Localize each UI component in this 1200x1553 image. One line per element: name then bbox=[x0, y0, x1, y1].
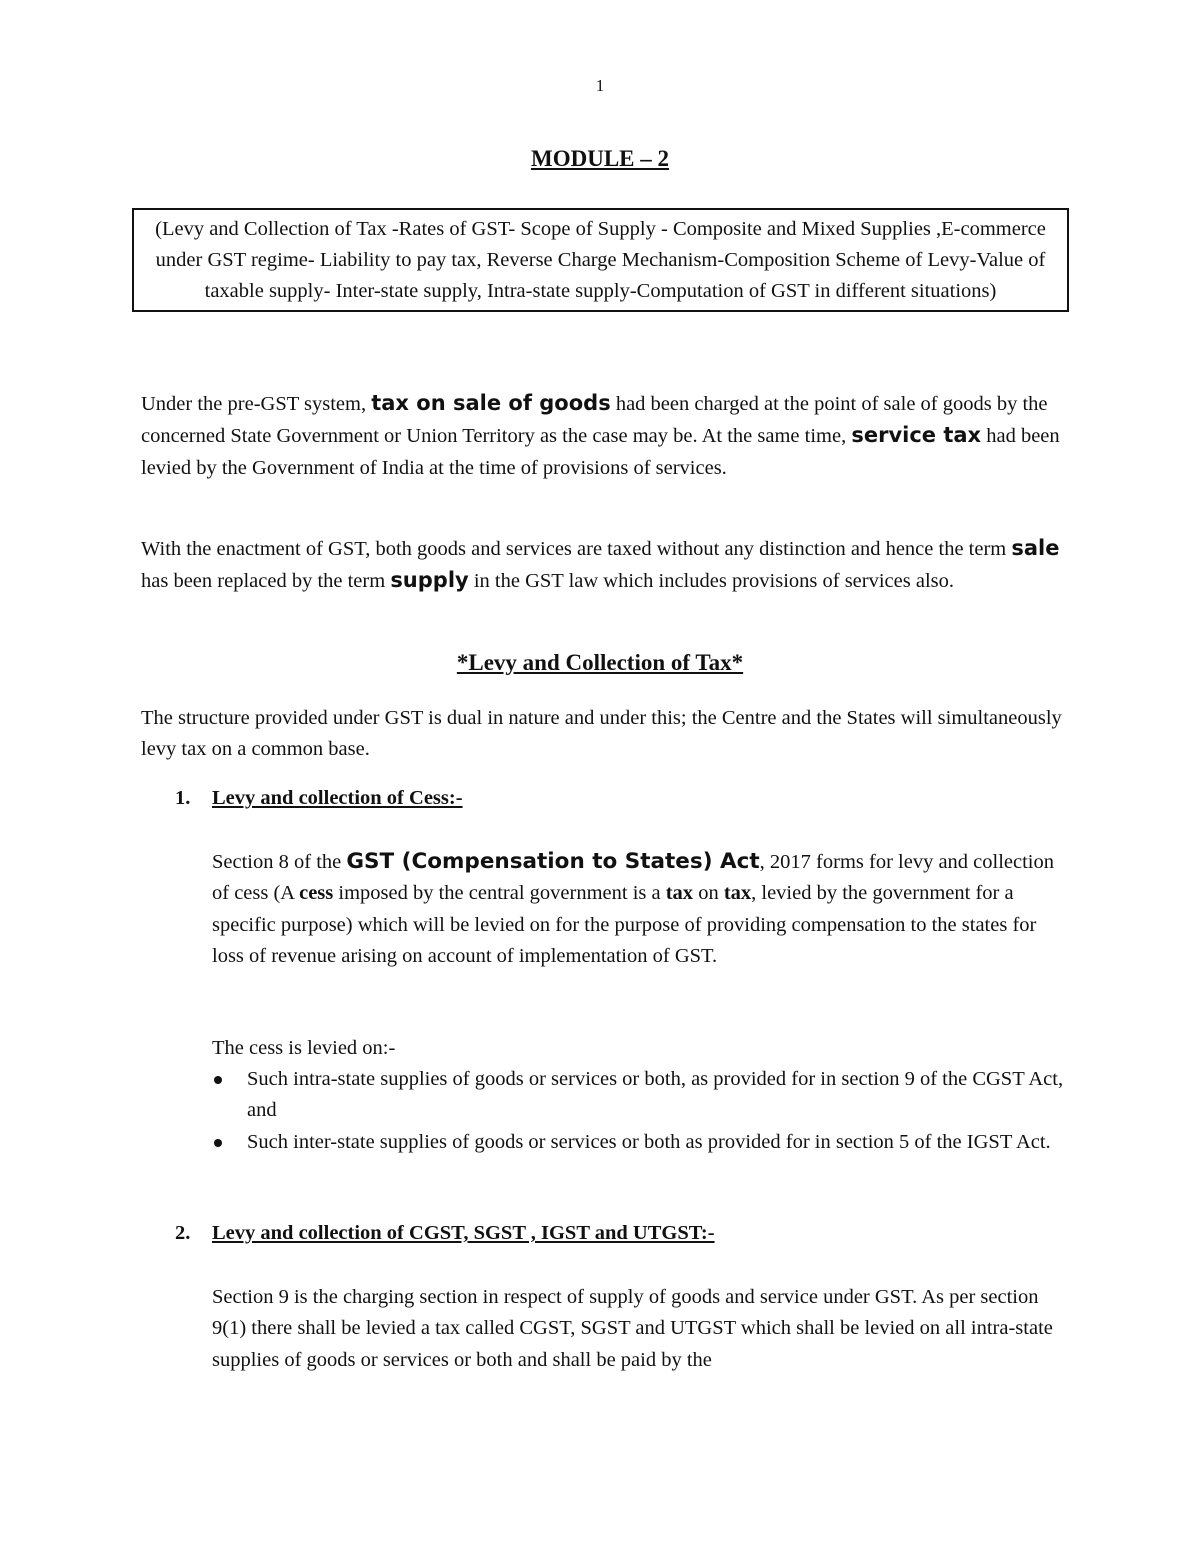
charging-section-paragraph: Section 9 is the charging section in respect of supply of goods and service under GST. As per section 9(1) there shall be levied a tax called CGST, SGST and UTGST which shall be levied on all intra-state supplies of goods or services or both and shall be paid by the bbox=[212, 1286, 1053, 1371]
cess-paragraph: Section 8 of the GST (Compensation to States) Act, 2017 forms for levy and collection of cess (A cess imposed by the central government is a tax on tax, levied by the government for a specific purpose) which will be levied on for the purpose of providing compensation to the states for loss of revenue arising on account of implementation of GST. bbox=[212, 849, 1054, 967]
cess-levied-on: The cess is levied on:- bbox=[212, 1037, 396, 1059]
list-item-2-heading bbox=[175, 1222, 715, 1245]
list-heading-text: Levy and collection of Cess:- bbox=[212, 787, 463, 809]
intro-paragraph-1: Under the pre-GST system, tax on sale of goods had been charged at the point of sale of goods by the concerned State Government or Union Territory as the case may be. At the same time, service tax had been levied by the Government of India at the time of provisions of services. bbox=[141, 391, 1060, 479]
list-number: 1. bbox=[175, 787, 191, 809]
topics-box: (Levy and Collection of Tax -Rates of GST- Scope of Supply - Composite and Mixed Supplies ,E-commerce under GST regime- Liability to pay tax, Reverse Charge Mechanism-Composition Scheme of Levy-Value of taxable supply- Inter-state supply, Intra-state supply-Computation of GST in different situations) bbox=[132, 208, 1069, 312]
bold-term: tax bbox=[723, 882, 752, 905]
bold-term: cess bbox=[299, 882, 334, 905]
list-number: 2. bbox=[175, 1222, 191, 1244]
list-item: Such inter-state supplies of goods or services or both as provided for in section 5 of the IGST Act. bbox=[212, 1127, 1067, 1158]
section-heading: *Levy and Collection of Tax* bbox=[456, 650, 744, 675]
bold-term: tax bbox=[665, 882, 694, 905]
bold-term: tax on sale of goods bbox=[371, 391, 611, 415]
bold-term: GST (Compensation to States) Act bbox=[346, 849, 760, 874]
bold-term: sale bbox=[1011, 536, 1060, 560]
structure-paragraph: The structure provided under GST is dual in nature and under this; the Centre and the States will simultaneously levy tax on a common base. bbox=[141, 707, 1062, 761]
bold-term: supply bbox=[390, 568, 469, 593]
page-number: 1 bbox=[595, 76, 605, 95]
list-heading-text: Levy and collection of CGST, SGST , IGST and UTGST:- bbox=[212, 1222, 715, 1244]
list-item: Such intra-state supplies of goods or services or both, as provided for in section 9 of the CGST Act, and bbox=[212, 1064, 1067, 1127]
cess-bullet-list bbox=[212, 1064, 1067, 1158]
module-title: MODULE – 2 bbox=[531, 146, 669, 171]
bullet-icon bbox=[214, 1076, 222, 1084]
list-item-1-heading bbox=[175, 787, 463, 810]
intro-paragraph-2: With the enactment of GST, both goods and services are taxed without any distinction and hence the term sale has been replaced by the term supply in the GST law which includes provisions of services also. bbox=[141, 536, 1060, 593]
bold-term: service tax bbox=[851, 423, 982, 448]
bullet-icon bbox=[214, 1139, 222, 1147]
